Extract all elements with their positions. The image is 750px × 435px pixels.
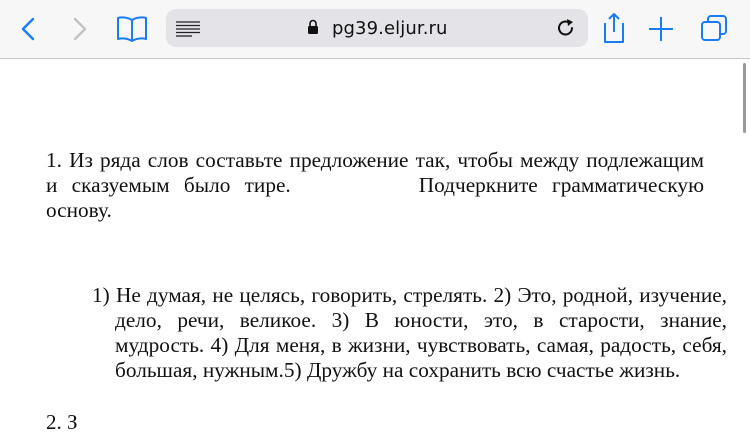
task-1-statement: 1. Из ряда слов составьте предложение так, чтобы между подлежащим и сказуемым было тире. — [46, 148, 704, 197]
reload-icon[interactable] — [556, 18, 576, 43]
document-content — [46, 148, 704, 223]
task-1-instruction: Подчеркните грамматическую основу. — [46, 173, 704, 222]
word-options: 1) Не думая, не целясь, говорить, стрелять. 2) Это, родной, изучение, дело, речи, великое. 3) В юности, это, в старости, знание, мудрость. 4) Для меня, в жизни, чувствовать, самая, радость, себя, большая, нужным.5) Дружбу на сохранить всю счастье жизнь. — [92, 283, 727, 382]
forward-icon[interactable] — [72, 17, 88, 41]
new-tab-icon[interactable] — [648, 16, 674, 42]
back-icon[interactable] — [20, 17, 36, 41]
bookmarks-icon[interactable] — [116, 15, 148, 43]
task-2-cutoff: 2. З — [46, 410, 78, 434]
task-1-text — [46, 148, 704, 223]
lock-icon — [307, 19, 319, 40]
tabs-icon[interactable] — [700, 14, 728, 42]
url-text[interactable]: pg39.eljur.ru — [332, 18, 448, 39]
scrollbar[interactable] — [743, 63, 746, 133]
address-bar[interactable] — [166, 9, 588, 47]
share-icon[interactable] — [600, 12, 628, 44]
browser-toolbar — [0, 0, 750, 59]
reader-icon[interactable] — [176, 21, 200, 42]
